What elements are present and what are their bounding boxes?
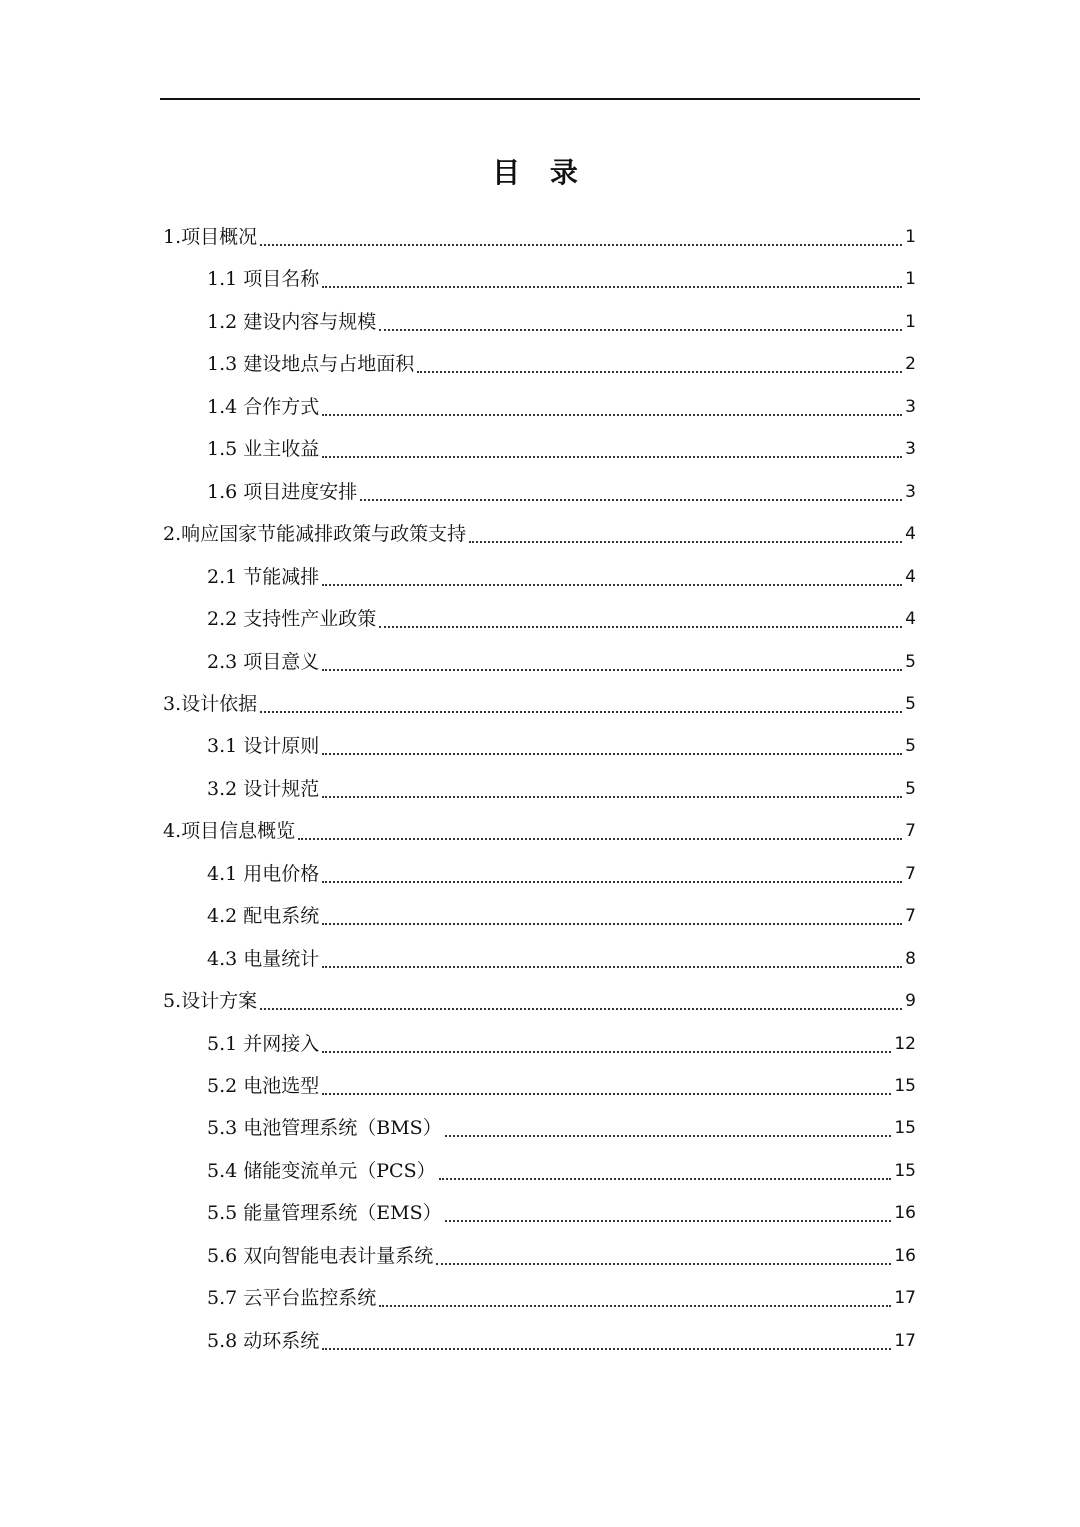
toc-leader-dots (379, 626, 902, 628)
toc-entry-page-number: 7 (905, 821, 916, 842)
toc-entry[interactable] (207, 258, 916, 300)
toc-leader-dots (322, 753, 902, 755)
toc-entry[interactable] (163, 683, 916, 725)
toc-entry-label: 3.2 设计规范 (207, 777, 320, 800)
toc-entry-page-number: 12 (894, 1033, 916, 1054)
toc-entry[interactable] (207, 1107, 916, 1149)
toc-entry-page-number: 7 (905, 863, 916, 884)
toc-entry[interactable] (207, 1235, 916, 1277)
toc-entry-page-number: 4 (905, 566, 916, 587)
toc-entry-page-number: 5 (905, 651, 916, 672)
toc-leader-dots (322, 286, 902, 288)
toc-leader-dots (322, 1348, 891, 1350)
toc-entry-label: 1.6 项目进度安排 (207, 480, 358, 503)
toc-entry-page-number: 8 (905, 948, 916, 969)
toc-leader-dots (439, 1178, 892, 1180)
toc-title: 目 录 (492, 156, 588, 189)
toc-entry-page-number: 1 (905, 269, 916, 290)
toc-entry-label: 1.3 建设地点与占地面积 (207, 353, 415, 376)
toc-entry[interactable] (207, 471, 916, 513)
toc-entry-label: 1.4 合作方式 (207, 395, 320, 418)
toc-entry-label: 2.1 节能减排 (207, 565, 320, 588)
toc-entry-label: 3.1 设计原则 (207, 735, 320, 758)
toc-leader-dots (298, 838, 902, 840)
toc-entry[interactable] (207, 1150, 916, 1192)
toc-entry-label: 5.4 储能变流单元（PCS） (207, 1159, 436, 1182)
toc-entry-label: 4.3 电量统计 (207, 947, 320, 970)
toc-entry[interactable] (207, 641, 916, 683)
toc-entry-page-number: 5 (905, 693, 916, 714)
toc-entry-label: 5.3 电池管理系统（BMS） (207, 1117, 442, 1140)
toc-entry[interactable] (207, 1192, 916, 1234)
toc-entry-label: 2.响应国家节能减排政策与政策支持 (163, 523, 467, 546)
toc-entry-page-number: 16 (894, 1245, 916, 1266)
toc-entry-page-number: 1 (905, 227, 916, 247)
toc-entry-label: 5.1 并网接入 (207, 1032, 320, 1055)
toc-entry-label: 2.2 支持性产业政策 (207, 608, 377, 631)
toc-entry-label: 5.7 云平台监控系统 (207, 1287, 377, 1310)
header-rule (160, 98, 920, 100)
toc-entry-page-number: 16 (894, 1203, 916, 1224)
toc-entry[interactable] (163, 216, 916, 258)
toc-entry-label: 1.2 建设内容与规模 (207, 310, 377, 333)
toc-leader-dots (260, 711, 902, 713)
toc-leader-dots (469, 541, 902, 543)
toc-entry-label: 4.2 配电系统 (207, 905, 320, 928)
toc-entry-label: 5.8 动环系统 (207, 1329, 320, 1352)
toc-entry-page-number: 15 (894, 1160, 916, 1181)
toc-leader-dots (379, 329, 902, 331)
toc-entry-page-number: 1 (905, 311, 916, 332)
toc-entry-page-number: 2 (905, 354, 916, 375)
toc-leader-dots (445, 1135, 892, 1137)
toc-entry-label: 5.设计方案 (163, 990, 258, 1013)
toc-leader-dots (322, 796, 902, 798)
toc-entry-page-number: 15 (894, 1076, 916, 1096)
toc-entry-page-number: 7 (905, 906, 916, 927)
toc-entry-label: 1.5 业主收益 (207, 438, 320, 461)
toc-leader-dots (322, 923, 902, 925)
toc-entry-label: 1.项目概况 (163, 226, 258, 248)
toc-entry-page-number: 9 (905, 991, 916, 1012)
toc-entry[interactable] (163, 810, 916, 852)
toc-entry-label: 4.项目信息概览 (163, 820, 296, 843)
toc-leader-dots (417, 371, 902, 373)
toc-entry-page-number: 3 (905, 481, 916, 502)
toc-leader-dots (322, 1051, 891, 1053)
toc-entry[interactable] (163, 980, 916, 1022)
toc-leader-dots (436, 1263, 891, 1265)
toc-entry-page-number: 17 (894, 1288, 916, 1309)
toc-leader-dots (322, 669, 902, 671)
toc-entry-page-number: 15 (894, 1118, 916, 1139)
toc-leader-dots (260, 244, 902, 246)
toc-entry-label: 4.1 用电价格 (207, 862, 320, 885)
toc-leader-dots (445, 1220, 892, 1222)
toc-entry-label: 3.设计依据 (163, 692, 258, 715)
toc-leader-dots (260, 1008, 902, 1010)
toc-entry[interactable] (207, 556, 916, 598)
toc-leader-dots (322, 881, 902, 883)
toc-entry[interactable] (207, 428, 916, 470)
toc-entry[interactable] (207, 938, 916, 980)
toc-entry[interactable] (207, 386, 916, 428)
toc-leader-dots (322, 456, 902, 458)
toc-entry-label: 2.3 项目意义 (207, 650, 320, 673)
toc-entry[interactable] (207, 1320, 916, 1362)
toc-entry[interactable] (163, 513, 916, 555)
toc-entry-page-number: 3 (905, 396, 916, 417)
toc-entry[interactable] (207, 1065, 916, 1107)
toc-leader-dots (322, 584, 902, 586)
toc-entry-page-number: 5 (905, 778, 916, 799)
toc-entry-page-number: 3 (905, 439, 916, 460)
toc-entry[interactable] (207, 343, 916, 385)
toc-entry-label: 1.1 项目名称 (207, 268, 320, 291)
toc-entry-page-number: 17 (894, 1330, 916, 1351)
toc-entry[interactable] (207, 1023, 916, 1065)
toc-entry-label: 5.2 电池选型 (207, 1075, 320, 1097)
toc-entry[interactable] (207, 725, 916, 767)
toc-leader-dots (322, 1093, 891, 1095)
toc-entry[interactable] (207, 301, 916, 343)
toc-entry-page-number: 4 (905, 609, 916, 630)
toc-entry[interactable] (207, 895, 916, 937)
toc-leader-dots (322, 966, 902, 968)
toc-entry-label: 5.5 能量管理系统（EMS） (207, 1202, 442, 1225)
toc-leader-dots (379, 1305, 891, 1307)
toc-entry[interactable] (207, 853, 916, 895)
toc-entry[interactable] (207, 598, 916, 640)
toc-entry[interactable] (207, 1277, 916, 1319)
toc-entry-page-number: 4 (905, 524, 916, 545)
toc-entry[interactable] (207, 768, 916, 810)
toc-leader-dots (360, 499, 902, 501)
toc-entry-label: 5.6 双向智能电表计量系统 (207, 1244, 434, 1267)
toc-entry-page-number: 5 (905, 736, 916, 757)
toc-leader-dots (322, 414, 902, 416)
